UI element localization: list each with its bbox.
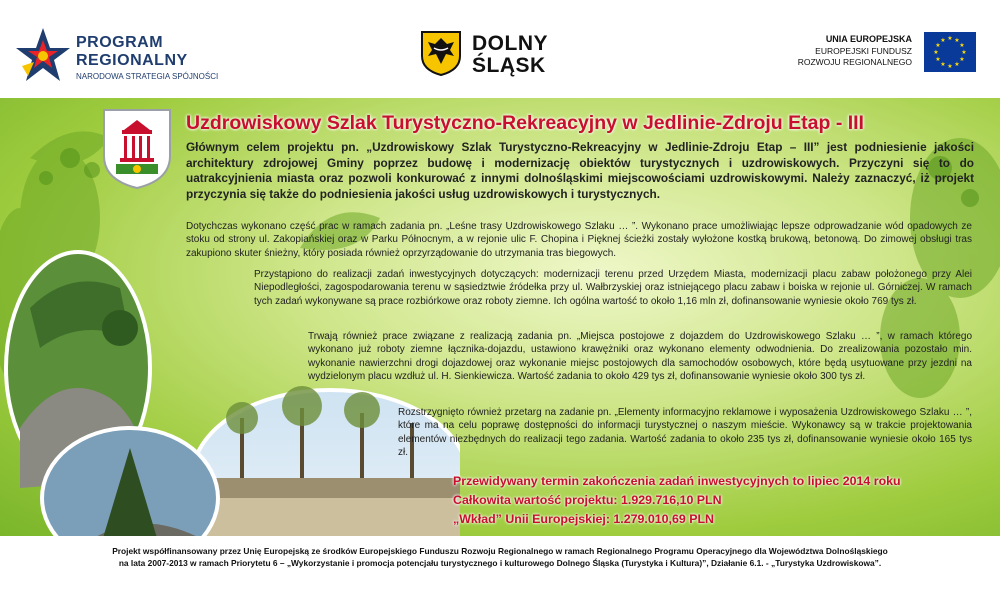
eu-line1: UNIA EUROPEJSKA xyxy=(825,34,912,44)
paragraph-information: Rozstrzygnięto również przetarg na zadanie pn. „Elementy informacyjno reklamowe i wyposażenia Uzdrowiskowego Szlaku … ”, które ma na celu poprawę dostępności do informacji turystycznej o naszym mieście. Wykonawcy są w trakcie projektowania elementów niezbędnych do realizacji tego zadania. Wartość zadania to około 235 tys zł, dofinansowanie wyniesie około 165 tys zł. xyxy=(398,407,972,459)
paragraph-investments: Przystąpiono do realizacji zadań inwestycyjnych dotyczących: modernizacji terenu przed Urzędem Miasta, modernizacji placu zabaw położonego przy Alei Niepodległości, zagospodarowania terenu w sąsiedztwie źródełka przy ul. Wałbrzyskiej oraz istniejącego placu zabaw i boiska w rejonie ul. Górniczej. W ramach tych zadań wykonywane są prace rozbiórkowe oraz roboty ziemne. Ich ogólna wartość to około 1,16 mln zł, dofinansowanie wyniesie około 769 tys zł. xyxy=(254,269,972,307)
program-regionalny-logo xyxy=(14,26,234,86)
svg-text:★: ★ xyxy=(954,37,960,44)
svg-text:★: ★ xyxy=(935,42,941,49)
main-banner xyxy=(0,98,1000,536)
eu-flag-icon xyxy=(924,32,976,72)
region-line2: ŚLĄSK xyxy=(472,54,546,77)
program-line1: PROGRAM xyxy=(76,34,164,51)
svg-text:★: ★ xyxy=(940,61,946,68)
eu-line2: EUROPEJSKI FUNDUSZ xyxy=(815,46,912,56)
eu-line3: ROZWOJU REGIONALNEGO xyxy=(797,57,912,67)
svg-text:★: ★ xyxy=(959,56,965,63)
footer-line2: na lata 2007-2013 w ramach Priorytetu 6 – „Wykorzystanie i promocja potencjału turystycznego i kulturowego Dolnego Śląska (Turystyka i Kultura)”, Działanie 6.1. - „Turystyka Uzdrowiskowa”. xyxy=(118,558,882,568)
program-line2: REGIONALNY xyxy=(76,52,188,69)
svg-text:★: ★ xyxy=(940,37,946,44)
footer-line1: Projekt współfinansowany przez Unię Europejską ze środków Europejskiego Funduszu Rozwoju Regionalnego w ramach Regionalnego Programu Operacyjnego dla Województwa Dolnośląskiego xyxy=(112,546,888,556)
total-value-highlight: Całkowita wartość projektu: 1.929.716,10 PLN xyxy=(453,493,722,507)
footer xyxy=(0,536,1000,596)
svg-text:★: ★ xyxy=(935,56,941,63)
coat-of-arms-icon xyxy=(100,106,174,190)
svg-text:★: ★ xyxy=(947,35,953,42)
eagle-crest-icon xyxy=(420,30,462,76)
eu-logo xyxy=(780,30,980,80)
intro-paragraph: Głównym celem projektu pn. „Uzdrowiskowy Szlak Turystyczno-Rekreacyjny w Jedlinie-Zdroju Etap – III” jest podniesienie jakości architektury zdrojowej Gminy poprzez budowę i modernizację obiektów turystycznych i uzdrowiskowych. Przyczyni się to do uatrakcyjnienia miasta oraz pozwoli konkurować z innymi dolnośląskimi miejscowościami uzdrowiskowymi. Należy zaznaczyć, iż projekt przyczynia się także do podniesienia jakości usług uzdrowiskowych i turystycznych. xyxy=(186,140,974,201)
program-line3: NARODOWA STRATEGIA SPÓJNOŚCI xyxy=(76,72,219,81)
dolny-slask-logo xyxy=(420,30,570,80)
svg-text:★: ★ xyxy=(933,49,939,56)
svg-text:★: ★ xyxy=(961,49,967,56)
svg-text:★: ★ xyxy=(947,63,953,70)
deadline-highlight: Przewidywany termin zakończenia zadań inwestycyjnych to lipiec 2014 roku xyxy=(453,474,901,488)
project-title: Uzdrowiskowy Szlak Turystyczno-Rekreacyjny w Jedlinie-Zdroju Etap - III xyxy=(186,112,864,134)
star-logo-icon xyxy=(14,26,72,84)
region-line1: DOLNY xyxy=(472,32,548,55)
paragraph-forest-trails: Dotychczas wykonano część prac w ramach zadania pn. „Leśne trasy Uzdrowiskowego Szlaku … ”. Wykonano prace umożliwiając lepsze odprowadzanie wód opadowych ze stoku od strony ul. Zakopiańskiej oraz w Parku Północnym, a w rejonie ulic F. Chopina i Pięknej ścieżki zostały wyłożone kostką brukową, betonową. Do zimowej obsługi tras zakupiono skuter śnieżny, który posiada również oprzyrządowanie do utrzymania tras biegowych. xyxy=(186,221,972,259)
paragraph-parking: Trwają również prace związane z realizacją zadania pn. „Miejsca postojowe z dojazdem do Uzdrowiskowego Szlaku … ”, w ramach którego wykonano już roboty ziemne łącznika-dojazdu, ustawiono krawężniki oraz wykonano elementy odwodnienia. Do zrealizowania pozostało min. wykonanie nawierzchni drogi dojazdowej oraz wykonanie miejsc postojowych dla samochodów osobowych, które będą usytuowane przy jezdni na wydzielonym placu wzdłuż ul. H. Sienkiewicza. Wartość zadania to około 429 tys zł, dofinansowanie wyniesie około 300 tys zł. xyxy=(308,331,972,383)
svg-text:★: ★ xyxy=(954,61,960,68)
eu-contribution-highlight: „Wkład” Unii Europejskiej: 1.279.010,69 PLN xyxy=(453,512,714,526)
svg-text:★: ★ xyxy=(959,42,965,49)
header xyxy=(0,0,1000,98)
